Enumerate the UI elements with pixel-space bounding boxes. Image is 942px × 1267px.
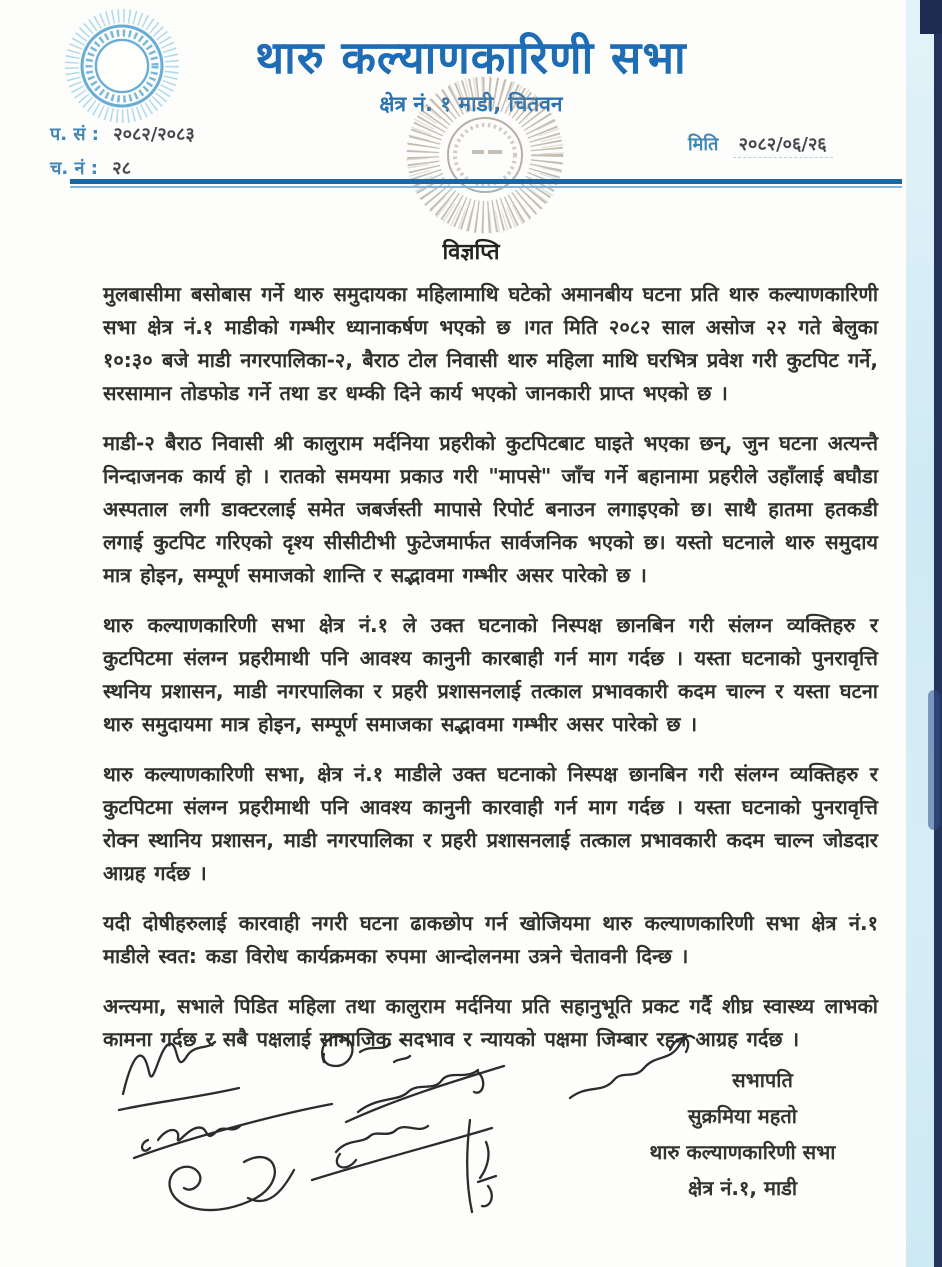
date-row — [688, 132, 833, 156]
signatory-designation: सभापति — [732, 1068, 793, 1092]
paragraph-4: थारु कल्याणकारिणी सभा, क्षेत्र नं.१ माडीले उक्त घटनाको निस्पक्ष छानबिन गरी संलग्न व्यक्तिहरु र कुटपिटमा संलग्न प्रहरीमाथी पनि आवश्य कानुनी कारवाही गर्न माग गर्दछ । यस्ता घटनाको पुनरावृत्ति रोक्न स्थानिय प्रशासन, माडी नगरपालिका र प्रहरी प्रशासनलाई तत्काल प्रभावकारी कदम चाल्न जोडदार आग्रह गर्दछ । — [103, 762, 878, 885]
signature-1 — [119, 1042, 239, 1110]
chalani-number-row — [50, 156, 131, 180]
scan-edge-dark-strip — [934, 0, 942, 1267]
signatory-name: सुक्रमिया महतो — [688, 1104, 797, 1128]
org-title: थारु कल्याणकारिणी सभा — [255, 31, 687, 84]
signature-3 — [170, 1157, 294, 1210]
letter-body — [103, 278, 878, 1073]
paragraph-1: मुलबासीमा बसोबास गर्ने थारु समुदायका महिलामाथि घटेको अमानबीय घटना प्रति थारु कल्याणकारिणी सभा क्षेत्र नं.१ माडीको गम्भीर ध्यानाकर्षण भएको छ ।गत मिति २०८२ साल असोज २२ गते बेलुका १०:३० बजे माडी नगरपालिका-२, बैराठ टोल निवासी थारु महिला माथि घरभित्र प्रवेश गरी कुटपिट गर्ने, सरसामान तोडफोड गर्ने तथा डर धम्की दिने कार्य भएको जानकारी प्राप्त भएको छ । — [103, 282, 878, 405]
signatory-area: क्षेत्र नं.१, माडी — [687, 1176, 798, 1200]
ref-number-label: प. सं : — [50, 124, 99, 145]
signature-5 — [346, 1066, 504, 1122]
letter-title: विज्ञप्ति — [442, 240, 500, 265]
handwritten-signatures — [90, 1010, 730, 1262]
signature-chairman — [570, 1036, 694, 1098]
paragraph-3: थारु कल्याणकारिणी सभा क्षेत्र नं.१ ले उक्त घटनाको निस्पक्ष छानबिन गरी संलग्न व्यक्तिहरु र कुटपिटमा संलग्न प्रहरीमाथी पनि आवश्य कानुनी कारबाही गर्न माग गर्दछ । यस्ता घटनाको पुनरावृत्ति स्थनिय प्रशासन, माडी नगरपालिका र प्रहरी प्रशासनलाई तत्काल प्रभावकारी कदम चाल्न र यस्ता घटना थारु समुदायमा मात्र होइन, सम्पूर्ण समाजका सद्भावमा गम्भीर असर पारेको छ । — [103, 613, 878, 736]
date-label: मिति — [688, 134, 719, 155]
paragraph-2: माडी-२ बैराठ निवासी श्री कालुराम मर्दनिया प्रहरीको कुटपिटबाट घाइते भएका छन्, जुन घटना अत्यन्तै निन्दाजनक कार्य हो । रातको समयमा प्रकाउ गरी "मापसे" जाँच गर्ने बहानामा प्रहरीले उहाँलाई बघौडा अस्पताल लगी डाक्टरलाई समेत जबर्जस्ती मापासे रिपोर्ट बनाउन लगाइएको छ। साथै हातमा हतकडी लगाई कुटपिट गरिएको दृश्य सीसीटीभी फुटेजमार्फत सार्वजनिक भएको छ। यस्तो घटनाले थारु समुदाय मात्र होइन, सम्पूर्ण समाजको शान्ति र सद्भावमा गम्भीर असर पारेको छ । — [103, 431, 878, 587]
official-stamp — [392, 62, 582, 257]
signature-2 — [134, 1104, 332, 1158]
signatory-org: थारु कल्याणकारिणी सभा — [649, 1140, 836, 1164]
paragraph-5: यदी दोषीहरुलाई कारवाही नगरी घटना ढाकछोप गर्न खोजियमा थारु कल्याणकारिणी सभा क्षेत्र नं.१ माडीले स्वत: कडा विरोध कार्यक्रमका रुपमा आन्दोलनमा उत्रने चेतावनी दिन्छ । — [103, 911, 878, 968]
header-divider-rule — [70, 179, 902, 188]
ref-number-row — [50, 122, 195, 146]
scan-edge-light-strip — [906, 0, 935, 1267]
scan-edge-dark-blob — [928, 690, 940, 830]
chalani-number-label: च. नं : — [50, 158, 98, 179]
signature-6 — [312, 1126, 492, 1180]
org-subtitle: क्षेत्र नं. १ माडी, चितवन — [379, 92, 563, 116]
paragraph-6: अन्त्यमा, सभाले पिडित महिला तथा कालुराम मर्दनिया प्रति सहानुभूति प्रकट गर्दै शीघ्र स्वास्थ्य लाभको कामना गर्दछ र सबै पक्षलाई सामाजिक सदभाव र न्यायको पक्षमा जिम्बार रहन आग्रह गर्दछ । — [103, 994, 878, 1051]
date-value: २०८२/०६/२६ — [733, 134, 833, 158]
divider-line-thin — [70, 186, 902, 188]
chalani-number-value: २८ — [112, 158, 132, 179]
ref-number-value: २०८२/२०८३ — [113, 124, 195, 145]
signature-4 — [322, 1036, 410, 1066]
